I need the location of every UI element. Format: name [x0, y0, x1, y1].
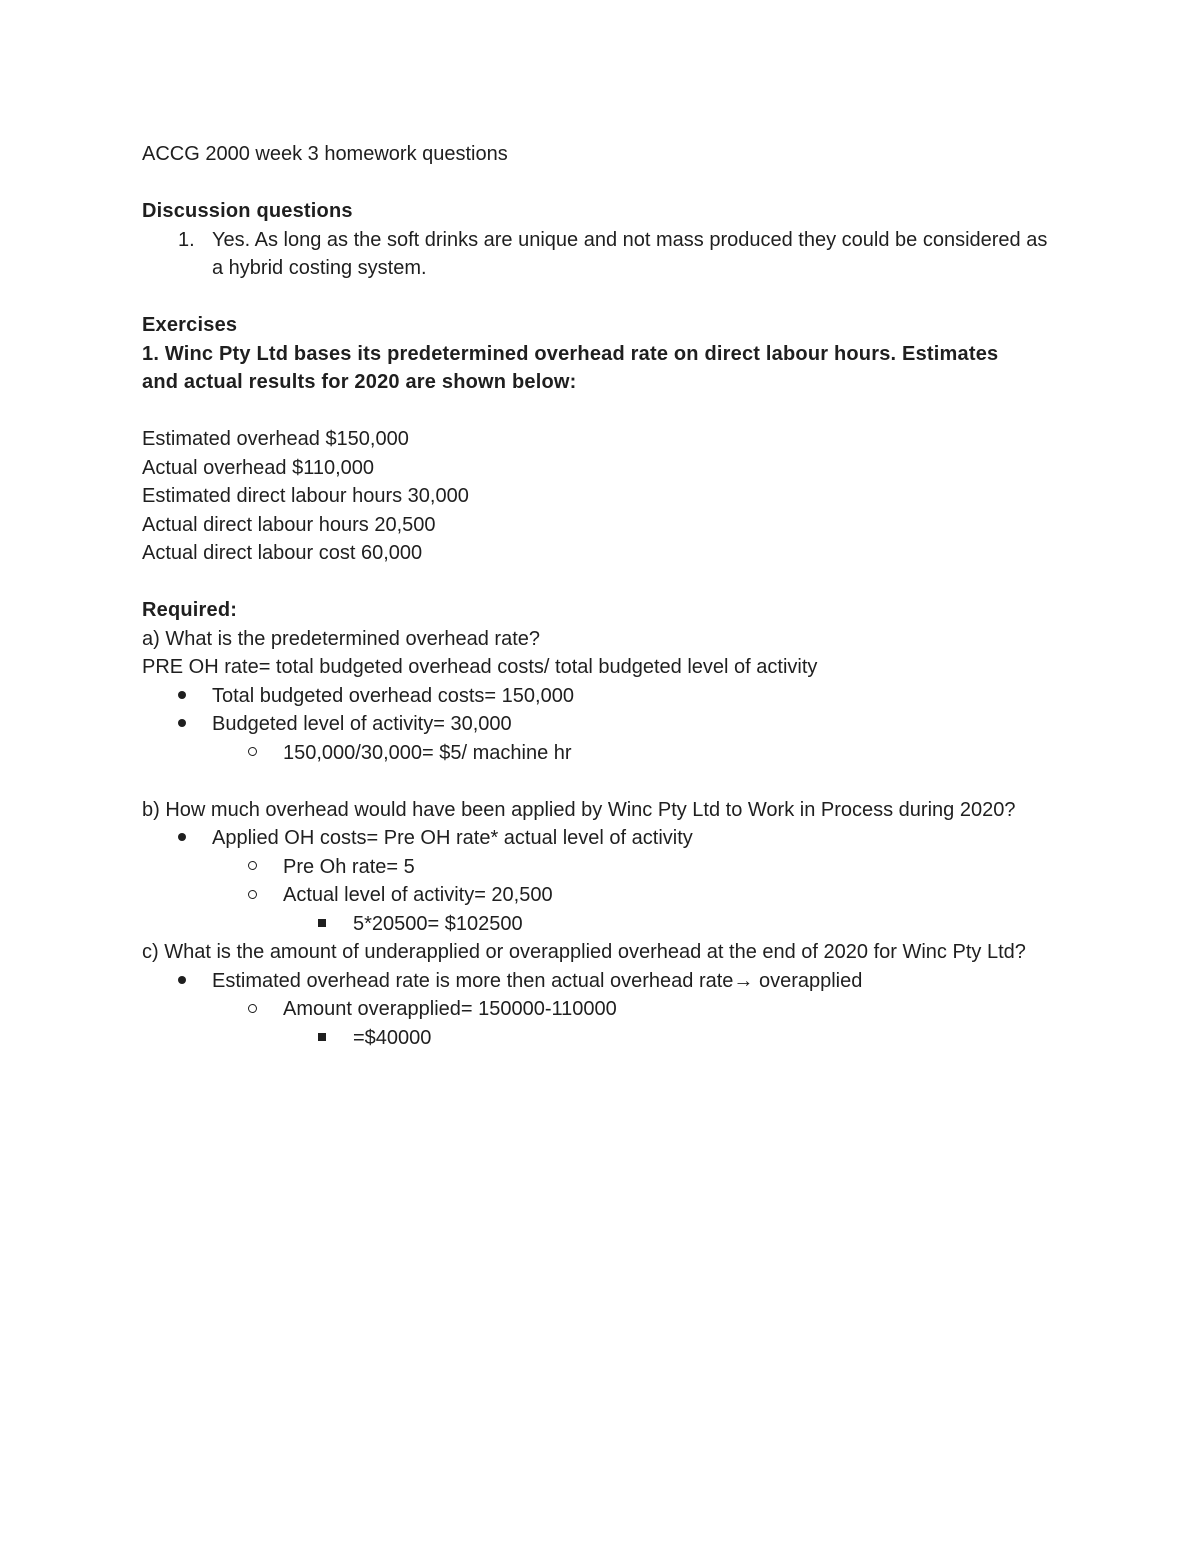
spacer — [142, 767, 1062, 796]
list-item — [142, 710, 1062, 739]
bullet-text: Pre Oh rate= 5 — [283, 855, 415, 878]
spacer — [142, 397, 1062, 426]
formula-line: PRE OH rate= total budgeted overhead costs/ total budgeted level of activity — [142, 656, 818, 678]
bullet-dot-icon — [178, 824, 186, 853]
data-line-actual-labour-cost: Actual direct labour cost 60,000 — [142, 542, 423, 564]
discussion-item-1 — [142, 226, 1062, 283]
bullet-text: =$40000 — [353, 1026, 432, 1049]
list-item — [142, 824, 1062, 853]
bullet-text: Estimated overhead rate is more then actual overhead rate→ overapplied — [212, 969, 863, 992]
bullet-dot-icon — [178, 967, 186, 996]
data-line-estimated-overhead: Estimated overhead $150,000 — [142, 428, 409, 450]
bullet-text: Applied OH costs= Pre OH rate* actual level of activity — [212, 827, 693, 849]
bullet-text: Budgeted level of activity= 30,000 — [212, 713, 512, 735]
bullet-text: Total budgeted overhead costs= 150,000 — [212, 684, 574, 707]
bullet-square-icon — [318, 910, 326, 939]
bullet-text: 150,000/30,000= $5/ machine hr — [283, 741, 572, 764]
data-line-actual-overhead: Actual overhead $110,000 — [142, 456, 375, 479]
bullet-text: Actual level of activity= 20,500 — [283, 884, 553, 906]
required-heading: Required: — [142, 599, 238, 621]
list-item — [142, 739, 1062, 768]
list-item — [142, 1024, 1062, 1053]
list-item — [142, 881, 1062, 910]
data-line-actual-hours: Actual direct labour hours 20,500 — [142, 513, 436, 536]
bullet-square-icon — [318, 1024, 326, 1053]
data-line-estimated-hours: Estimated direct labour hours 30,000 — [142, 485, 469, 507]
bullet-circle-icon — [248, 853, 257, 882]
discussion-heading: Discussion questions — [142, 200, 353, 222]
exercise-question-line-1: 1. Winc Pty Ltd bases its predetermined overhead rate on direct labour hours. Estimates — [142, 342, 999, 365]
spacer — [142, 568, 1062, 597]
question-b: b) How much overhead would have been applied by Winc Pty Ltd to Work in Process during 2020? — [142, 798, 1016, 821]
question-a: a) What is the predetermined overhead rate? — [142, 627, 540, 650]
list-number: 1. — [178, 228, 195, 251]
list-item — [142, 682, 1062, 711]
bullet-circle-icon — [248, 995, 257, 1024]
bullet-circle-icon — [248, 881, 257, 910]
document-body — [142, 140, 1062, 1052]
exercises-heading: Exercises — [142, 314, 238, 336]
question-c: c) What is the amount of underapplied or overapplied overhead at the end of 2020 for Winc Pty Ltd? — [142, 941, 1026, 963]
exercise-question-line-2: and actual results for 2020 are shown below: — [142, 371, 577, 393]
spacer — [142, 283, 1062, 312]
spacer — [142, 169, 1062, 198]
document-title: ACCG 2000 week 3 homework questions — [142, 143, 508, 165]
list-item — [142, 967, 1062, 996]
list-item — [142, 853, 1062, 882]
bullet-text: Amount overapplied= 150000-110000 — [283, 998, 617, 1020]
bullet-dot-icon — [178, 682, 186, 711]
bullet-circle-icon — [248, 739, 257, 768]
bullet-dot-icon — [178, 710, 186, 739]
list-item — [142, 995, 1062, 1024]
list-item — [142, 910, 1062, 939]
bullet-text: 5*20500= $102500 — [353, 912, 523, 935]
discussion-answer: Yes. As long as the soft drinks are unique and not mass produced they could be considered as a hybrid costing system. — [212, 228, 1048, 279]
